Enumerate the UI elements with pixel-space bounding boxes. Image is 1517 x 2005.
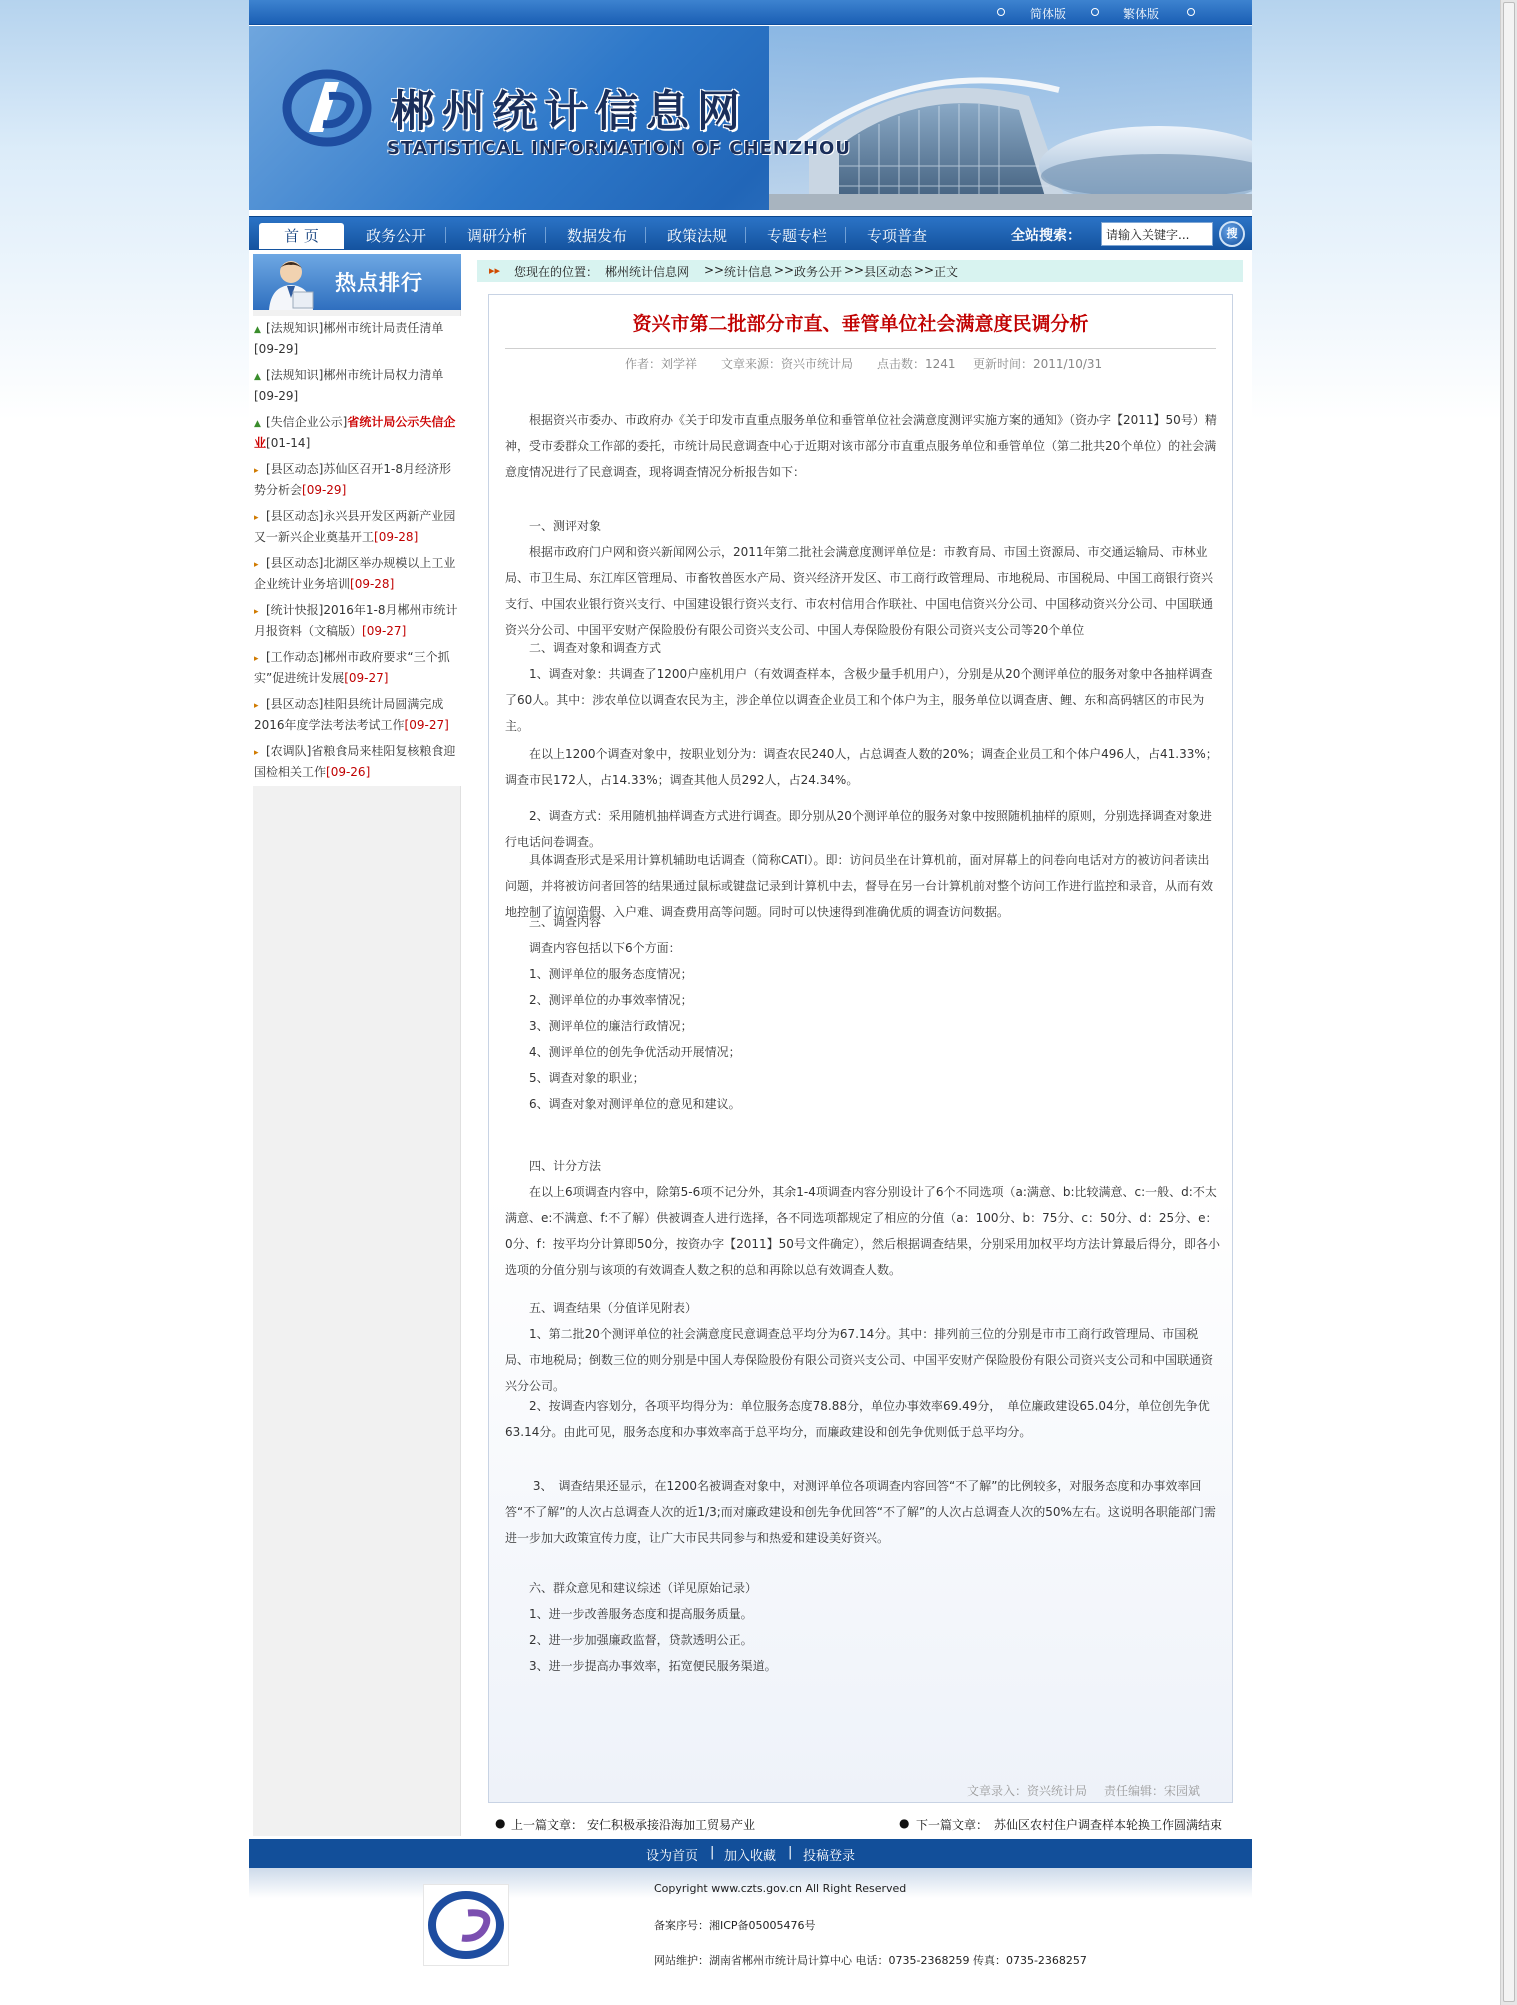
site-logo-icon: [281, 68, 373, 148]
article-paragraph: 5、调查对象的职业；: [505, 1071, 645, 1085]
article-source: 文章来源：资兴市统计局: [721, 357, 854, 371]
site-search-input[interactable]: [1101, 222, 1213, 246]
site-search-label: 全站搜索：: [1011, 228, 1081, 244]
prev-article-link[interactable]: 安仁积极承接沿海加工贸易产业: [587, 1818, 756, 1832]
triangle-up-icon: ▲: [254, 419, 261, 429]
hot-item-category: [县区动态]: [266, 697, 324, 711]
person-avatar-icon: [263, 256, 319, 310]
next-article-label: 下一篇文章：: [916, 1818, 989, 1832]
footer-maintenance: 网站维护：湖南省郴州市统计局计算中心 电话：0735-2368259 传真：0735-2368257: [654, 1954, 1087, 1967]
hot-ranking-item[interactable]: [253, 363, 461, 410]
article-paragraph: 2、按调查内容划分，各项平均得分为：单位服务态度78.88分，单位办事效率69.49分， 单位廉政建设65.04分，单位创先争优63.14分。由此可见，服务态度和办事效率高于总平均分，而廉政建设和创先争优则低于总平均分。: [505, 1399, 1210, 1439]
arrow-right-icon: ▸: [254, 654, 259, 664]
breadcrumb-prefix: 您现在的位置：: [514, 265, 599, 279]
article-panel: [488, 294, 1233, 1803]
hot-item-title[interactable]: 北湖区举办规模以上工业企业统计业务培训: [254, 556, 456, 591]
hot-item-title[interactable]: 2016年1-8月郴州市统计月报资料（文稿版）: [254, 603, 458, 638]
hot-ranking-item[interactable]: [253, 504, 461, 551]
hot-item-title[interactable]: 桂阳县统计局圆满完成2016年度学法考法考试工作: [254, 697, 444, 732]
article-editor: 责任编辑：宋园斌: [1104, 1784, 1201, 1798]
article-updated: 更新时间：2011/10/31: [973, 357, 1103, 371]
article-paragraph: 根据市政府门户网和资兴新闻网公示，2011年第二批社会满意度测评单位是：市教育局、市国土资源局、市交通运输局、市林业局、市卫生局、东江库区管理局、市畜牧兽医水产局、资兴经济开发区、市工商行政管理局、市地税局、市国税局、中国工商银行资兴支行、中国农业银行资兴支行、中国建设银行资兴支行、市农村信用合作联社、中国电信资兴分公司、中国移动资兴分公司、中国联通资兴分公司、中国平安财产保险股份有限公司资兴支公司、中国人寿保险股份有限公司资兴支公司等20个单位: [505, 545, 1214, 637]
hot-item-title[interactable]: 郴州市统计局责任清单: [323, 321, 444, 335]
triangle-up-icon: ▲: [254, 372, 261, 382]
hot-item-category: [法规知识]: [266, 321, 324, 335]
article-author: 作者：刘学祥: [625, 357, 698, 371]
hot-item-category: [失信企业公示]: [266, 415, 348, 429]
hot-ranking-item[interactable]: [253, 410, 461, 457]
article-paragraph: 3、进一步提高办事效率，拓宽便民服务渠道。: [505, 1659, 777, 1673]
article-paragraph: 1、第二批20个测评单位的社会满意度民意调查总平均分为67.14分。其中：排列前三位的分别是市市工商行政管理局、市国税局、市地税局；倒数三位的则分别是中国人寿保险股份有限公司资兴支公司、中国平安财产保险股份有限公司资兴支公司和中国联通资兴分公司。: [505, 1327, 1214, 1393]
article-paragraph: 一、测评对象: [505, 519, 602, 533]
hot-ranking-sidebar: [253, 254, 461, 1836]
footer-logo: [423, 1884, 509, 1966]
hot-item-category: [法规知识]: [266, 368, 324, 382]
hot-ranking-list: [253, 316, 461, 786]
breadcrumb-stat-info[interactable]: 统计信息: [724, 265, 773, 279]
site-title-cn: 郴州统计信息网: [391, 87, 748, 137]
nav-tab-special-census[interactable]: 专项普查: [866, 227, 927, 245]
arrow-right-icon: ▸: [254, 560, 259, 570]
article-paragraph: 二、调查对象和调查方式: [505, 641, 662, 655]
hot-ranking-item[interactable]: [253, 598, 461, 645]
next-article-link[interactable]: 苏仙区农村住户调查样本轮换工作圆满结束: [994, 1818, 1223, 1832]
stadium-building-image: [769, 26, 1252, 210]
hot-item-category: [工作动态]: [266, 650, 324, 664]
breadcrumb: [477, 260, 1243, 282]
hot-item-date: [09-29]: [254, 389, 299, 403]
hot-item-date: [09-27]: [344, 671, 389, 685]
article-paragraph: 具体调查形式是采用计算机辅助电话调查（简称CATI）。即：访问员坐在计算机前，面对屏幕上的问卷向电话对方的被访问者读出问题，并将被访问者回答的结果通过鼠标或键盘记录到计算机中去，督导在另一台计算机前对整个访问工作进行监控和录音，从而有效地控制了访问造假、入户难、调查费用高等问题。同时可以快速得到准确优质的调查访问数据。: [505, 853, 1214, 919]
nav-tab-data-release[interactable]: 数据发布: [566, 227, 627, 245]
article-paragraph: 调查内容包括以下6个方面：: [505, 941, 681, 955]
hot-item-title[interactable]: 永兴县开发区两新产业园又一新兴企业奠基开工: [254, 509, 456, 544]
hot-item-category: [农调队]: [266, 744, 312, 758]
article-paragraph: 6、调查对象对测评单位的意见和建议。: [505, 1097, 741, 1111]
breadcrumb-gov-affairs[interactable]: 政务公开: [794, 265, 843, 279]
nav-tab-special-topics[interactable]: 专题专栏: [766, 227, 827, 245]
simplified-chinese-link[interactable]: 简体版: [1030, 7, 1067, 21]
breadcrumb-home[interactable]: 郴州统计信息网: [605, 265, 690, 279]
vertical-scrollbar[interactable]: [1500, 0, 1517, 2005]
article-paragraph: 1、调查对象：共调查了1200户座机用户（有效调查样本，含极少量手机用户），分别是从20个测评单位的服务对象中各抽样调查了60人。其中：涉农单位以调查农民为主，涉企单位以调查企业员工和个体户为主，服务单位以调查唐、鲤、东和高码辖区的市民为主。: [505, 667, 1213, 733]
hot-item-category: [县区动态]: [266, 556, 324, 570]
bullet-icon: [1091, 8, 1099, 16]
hot-item-category: [县区动态]: [266, 509, 324, 523]
hot-ranking-item[interactable]: [253, 692, 461, 739]
breadcrumb-current: 正文: [934, 265, 959, 279]
arrow-icon: ▸▸: [489, 264, 501, 277]
scrollbar-thumb[interactable]: [1503, 2, 1515, 2002]
footer-nav: [249, 1839, 1252, 1868]
arrow-right-icon: ▸: [254, 513, 259, 523]
nav-tab-policies-regulations[interactable]: 政策法规: [666, 227, 727, 245]
top-bar: [249, 0, 1252, 25]
hot-ranking-item[interactable]: [253, 551, 461, 598]
hot-ranking-title: 热点排行: [335, 271, 423, 295]
site-footer: [249, 1868, 1252, 2005]
article-paragraph: 3、测评单位的廉洁行政情况；: [505, 1019, 693, 1033]
arrow-right-icon: ▸: [254, 607, 259, 617]
prev-article-label: 上一篇文章：: [511, 1818, 584, 1832]
hot-item-title[interactable]: 苏仙区召开1-8月经济形势分析会: [254, 462, 451, 497]
nav-divider: [445, 227, 446, 243]
article-paragraph: 2、测评单位的办事效率情况；: [505, 993, 693, 1007]
page-wrapper: [249, 0, 1252, 2005]
article-paragraph: 根据资兴市委办、市政府办《关于印发市直重点服务单位和垂管单位社会满意度测评实施方案的通知》（资办字【2011】50号）精神，受市委群众工作部的委托，市统计局民意调查中心于近期对该市部分市直重点服务单位和垂管单位（第二批共20个单位）的社会满意度情况进行了民意调查，现将调查情况分析报告如下：: [505, 413, 1217, 479]
article-paragraph: 1、测评单位的服务态度情况；: [505, 967, 693, 981]
arrow-right-icon: ▸: [254, 466, 259, 476]
nav-divider: [645, 227, 646, 243]
bullet-icon: ●: [899, 1816, 910, 1830]
hot-ranking-header: [253, 254, 461, 310]
hot-item-date: [09-29]: [254, 342, 299, 356]
article-paragraph: 在以上1200个调查对象中，按职业划分为：调查农民240人，占总调查人数的20%；调查企业员工和个体户496人，占41.33%；调查市民172人，占14.33%；调查其他人员292人，占24.34%。: [505, 747, 1218, 787]
title-divider: [505, 348, 1216, 349]
footer-logo-icon: [424, 1885, 508, 1965]
arrow-right-icon: ▸: [254, 748, 259, 758]
bullet-icon: [1187, 8, 1195, 16]
main-nav: [249, 216, 1252, 250]
hot-item-date: [09-29]: [302, 483, 347, 497]
breadcrumb-separator: >>: [914, 263, 935, 277]
hot-item-date: [09-28]: [374, 530, 419, 544]
article-paragraph: 1、进一步改善服务态度和提高服务质量。: [505, 1607, 753, 1621]
traditional-chinese-link[interactable]: 繁体版: [1123, 7, 1160, 21]
nav-divider: [845, 227, 846, 243]
arrow-right-icon: ▸: [254, 701, 259, 711]
hot-item-title[interactable]: 郴州市政府要求“三个抓实”促进统计发展: [254, 650, 450, 685]
hot-item-title[interactable]: 省粮食局来桂阳复核粮食迎国检相关工作: [254, 744, 456, 779]
article-paragraph: 三、调查内容: [505, 915, 602, 929]
article-paragraph: 2、进一步加强廉政监督，贷款透明公正。: [505, 1633, 753, 1647]
hot-item-date: [09-27]: [362, 624, 407, 638]
hot-ranking-item[interactable]: [253, 457, 461, 504]
breadcrumb-separator: >>: [774, 263, 795, 277]
article-title: 资兴市第二批部分市直、垂管单位社会满意度民调分析: [632, 313, 1089, 335]
submit-login-link[interactable]: 投稿登录: [803, 1849, 856, 1864]
site-banner: [249, 26, 1252, 210]
hot-item-date: [09-28]: [350, 577, 395, 591]
hot-item-title[interactable]: 省统计局公示失信企业: [254, 415, 456, 450]
article-paragraph: 3、 调查结果还显示，在1200名被调查对象中，对测评单位各项调查内容回答“不了解”的比例较多，对服务态度和办事效率回答“不了解”的人次占总调查人次的近1/3;而对廉政建设和创先争优回答“不了解”的人次占总调查人次的50%左右。这说明各职能部门需进一步加大政策宣传力度，让广大市民共同参与和热爱和建设美好资兴。: [505, 1479, 1216, 1545]
hot-item-date: [01-14]: [266, 436, 311, 450]
hot-ranking-item[interactable]: [253, 645, 461, 692]
nav-tab-research-analysis[interactable]: 调研分析: [466, 227, 527, 245]
footer-copyright: Copyright www.czts.gov.cn All Right Reserved: [654, 1882, 907, 1895]
nav-divider: [545, 227, 546, 243]
triangle-up-icon: ▲: [254, 325, 261, 335]
article-paragraph: 六、群众意见和建议综述（详见原始记录）: [505, 1581, 758, 1595]
hot-item-date: [09-27]: [404, 718, 449, 732]
search-button[interactable]: 搜: [1219, 221, 1245, 247]
hot-ranking-item[interactable]: [253, 739, 461, 786]
breadcrumb-county-news[interactable]: 县区动态: [864, 265, 913, 279]
hot-item-date: [09-26]: [326, 765, 371, 779]
hot-ranking-item[interactable]: [253, 316, 461, 363]
add-favorites-link[interactable]: 加入收藏: [724, 1849, 777, 1864]
nav-tab-home[interactable]: 首 页: [259, 223, 344, 249]
nav-divider: [745, 227, 746, 243]
set-homepage-link[interactable]: 设为首页: [646, 1849, 699, 1864]
article-paragraph: 四、计分方法: [505, 1159, 602, 1173]
footer-nav-separator: |: [710, 1845, 715, 1860]
breadcrumb-separator: >>: [844, 263, 865, 277]
breadcrumb-separator: >>: [704, 263, 725, 277]
site-title-en: STATISTICAL INFORMATION OF CHENZHOU: [387, 138, 851, 159]
hot-item-category: [县区动态]: [266, 462, 324, 476]
article-paragraph: 在以上6项调查内容中，除第5-6项不记分外，其余1-4项调查内容分别设计了6个不同选项（a:满意、b:比较满意、c:一般、d:不太满意、e:不满意、f:不了解）供被调查人进行选择，各不同选项都规定了相应的分值（a：100分、b：75分、c：50分、d：25分、e：0分、f：按平均分计算即50分，按资办字【2011】50号文件确定），然后根据调查结果，分别采用加权平均方法计算最后得分，即各小选项的分值分别与该项的有效调查人数之积的总和再除以总有效调查人数。: [505, 1185, 1220, 1277]
article-paragraph: 五、调查结果（分值详见附表）: [505, 1301, 698, 1315]
article-paragraph: 2、调查方式：采用随机抽样调查方式进行调查。即分别从20个测评单位的服务对象中按照随机抽样的原则，分别选择调查对象进行电话问卷调查。: [505, 809, 1212, 849]
article-hits: 点击数：1241: [877, 357, 956, 371]
bullet-icon: ●: [495, 1816, 506, 1830]
footer-nav-separator: |: [788, 1845, 793, 1860]
article-paragraph: 4、测评单位的创先争优活动开展情况；: [505, 1045, 741, 1059]
article-entered-by: 文章录入：资兴统计局: [967, 1784, 1088, 1798]
footer-icp: 备案序号：湘ICP备05005476号: [654, 1919, 816, 1932]
article-navigation: [249, 1814, 1252, 1836]
nav-tab-government-affairs[interactable]: 政务公开: [365, 227, 426, 245]
bullet-icon: [997, 8, 1005, 16]
hot-item-category: [统计快报]: [266, 603, 324, 617]
hot-item-title[interactable]: 郴州市统计局权力清单: [323, 368, 444, 382]
